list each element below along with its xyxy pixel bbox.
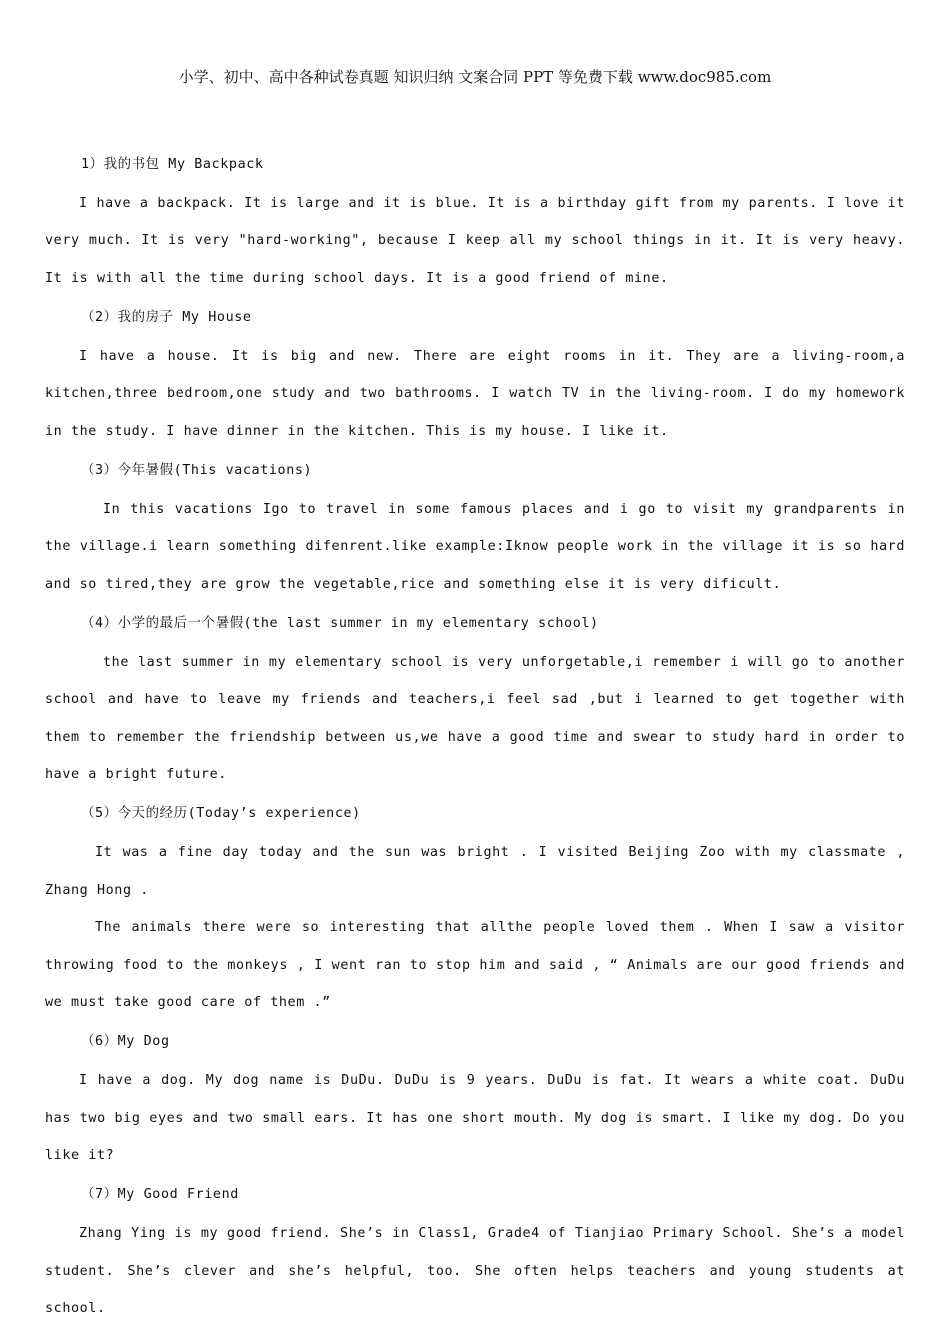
paragraph-dog: I have a dog. My dog name is DuDu. DuDu is 9 years. DuDu is fat. It wears a white coat. DuDu has two big eyes and two small ears. It has one short mouth. My dog is smart. I like my dog. Do you like it?	[45, 1073, 905, 1163]
paragraph-experience-1: It was a fine day today and the sun was bright . I visited Beijing Zoo with my classmate , Zhang Hong .	[45, 845, 905, 898]
paragraph-friend: Zhang Ying is my good friend. She’s in Class1, Grade4 of Tianjiao Primary School. She’s a model student. She’s clever and she’s helpful, too. She often helps teachers and young students at school.	[45, 1226, 905, 1316]
paragraph-backpack: I have a backpack. It is large and it is blue. It is a birthday gift from my parents. I love it very much. It is very "hard-working", because I keep all my school things in it. It is very heavy. It is with all the time during school days. It is a good friend of mine.	[45, 195, 905, 286]
section-heading-last-summer: （4）小学的最后一个暑假(the last summer in my elementary school)	[81, 615, 599, 631]
page-header: 小学、初中、高中各种试卷真题 知识归纳 文案合同 PPT 等免费下载 www.doc985.com	[178, 68, 772, 86]
document-body	[45, 144, 905, 1328]
section-heading-dog: （6）My Dog	[81, 1034, 170, 1049]
paragraph-vacations: In this vacations Igo to travel in some famous places and i go to visit my grandparents in the village.i learn something difenrent.like example:Iknow people work in the village it is so hard and so tired,they are grow the vegetable,rice and something else it is very dificult.	[45, 501, 905, 592]
section-heading-friend: （7）My Good Friend	[81, 1187, 239, 1202]
section-heading-vacations: （3）今年暑假(This vacations)	[81, 462, 313, 478]
paragraph-house: I have a house. It is big and new. There are eight rooms in it. They are a living-room,a kitchen,three bedroom,one study and two bathrooms. I watch TV in the living-room. I do my homework in the study. I have dinner in the kitchen. This is my house. I like it.	[45, 348, 905, 439]
section-heading-experience: （5）今天的经历(Today’s experience)	[81, 806, 361, 821]
section-heading-backpack: 1）我的书包 My Backpack	[81, 156, 264, 172]
paragraph-experience-2: The animals there were so interesting that allthe people loved them . When I saw a visitor throwing food to the monkeys , I went ran to stop him and said , “ Animals are our good friends and we must take good care of them .”	[45, 920, 905, 1010]
paragraph-last-summer: the last summer in my elementary school is very unforgetable,i remember i will go to another school and have to leave my friends and teachers,i feel sad ,but i learned to get together with them to remember the friendship between us,we have a good time and swear to study hard in order to have a bright future.	[45, 654, 905, 782]
section-heading-house: （2）我的房子 My House	[81, 309, 252, 325]
